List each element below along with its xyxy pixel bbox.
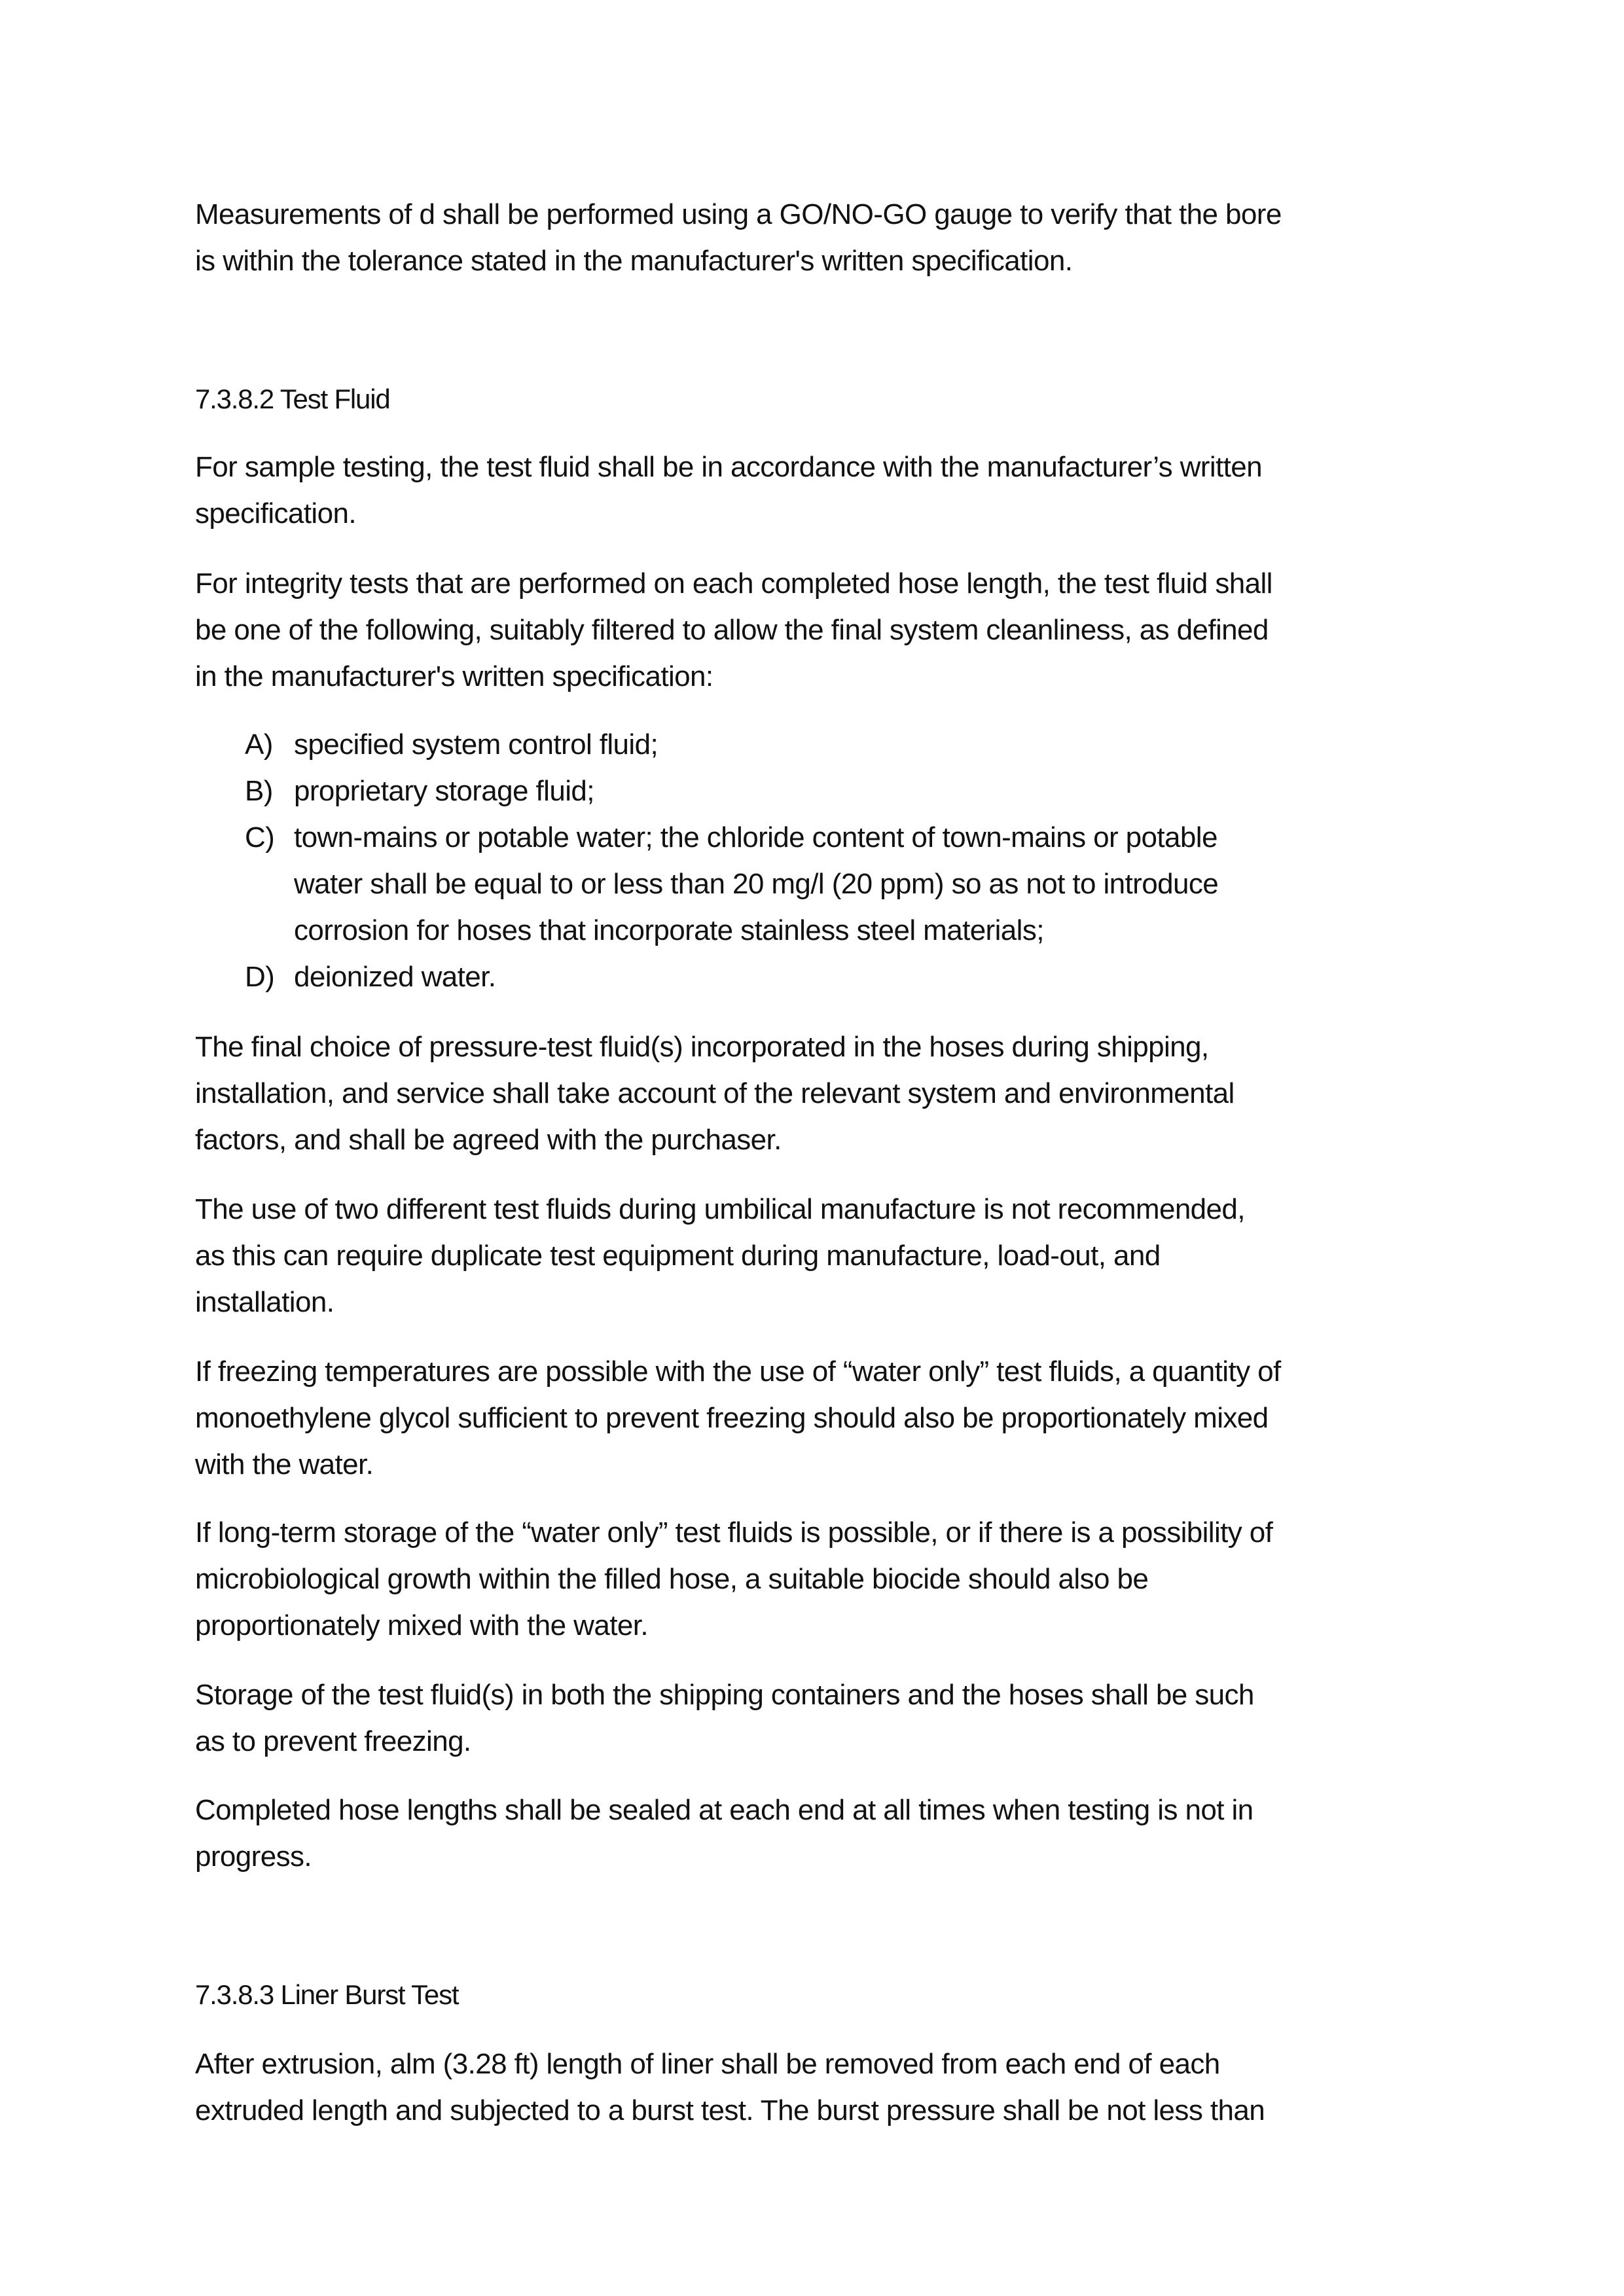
paragraph-sealing [195, 1787, 1478, 1880]
text-line: be one of the following, suitably filtered to allow the final system cleanliness, as defined [195, 614, 1269, 646]
text-line: as this can require duplicate test equipment during manufacture, load-out, and [195, 1240, 1161, 1272]
paragraph-sample-testing [195, 444, 1478, 537]
list-marker: B) [245, 775, 273, 807]
text-line: The use of two different test fluids during umbilical manufacture is not recommended, [195, 1193, 1245, 1225]
text-line: For integrity tests that are performed on each completed hose length, the test fluid shall [195, 567, 1272, 600]
list-marker: C) [245, 821, 275, 853]
text-line: For sample testing, the test fluid shall be in accordance with the manufacturer’s written [195, 451, 1263, 483]
paragraph-final-choice [195, 1024, 1478, 1163]
text-line: installation, and service shall take account of the relevant system and environmental [195, 1077, 1235, 1109]
text-line: progress. [195, 1840, 312, 1873]
text-line: corrosion for hoses that incorporate stainless steel materials; [294, 914, 1044, 946]
text-line: The final choice of pressure-test fluid(s) incorporated in the hoses during shipping, [195, 1031, 1209, 1063]
text-line: deionized water. [294, 961, 496, 993]
text-line: factors, and shall be agreed with the purchaser. [195, 1124, 782, 1156]
paragraph-long-term-storage [195, 1509, 1478, 1649]
text-line: Completed hose lengths shall be sealed at each end at all times when testing is not in [195, 1794, 1254, 1826]
text-line: Measurements of d shall be performed using a GO/NO-GO gauge to verify that the bore [195, 198, 1282, 230]
text-line: After extrusion, alm (3.28 ft) length of liner shall be removed from each end of each [195, 2048, 1220, 2080]
section-heading-liner-burst-test: 7.3.8.3 Liner Burst Test [195, 1979, 459, 2010]
text-line: town-mains or potable water; the chloride content of town-mains or potable [294, 821, 1218, 853]
text-line: as to prevent freezing. [195, 1725, 471, 1757]
section-heading-test-fluid: 7.3.8.2 Test Fluid [195, 384, 390, 414]
list-item [195, 954, 1478, 1000]
text-line: microbiological growth within the filled hose, a suitable biocide should also be [195, 1563, 1149, 1595]
text-line: If freezing temperatures are possible with the use of “water only” test fluids, a quantity of [195, 1355, 1281, 1388]
paragraph-liner-burst [195, 2041, 1478, 2134]
text-line: proprietary storage fluid; [294, 775, 594, 807]
text-line: with the water. [195, 1448, 374, 1480]
test-fluid-list [195, 721, 1478, 1000]
paragraph-two-fluids [195, 1186, 1478, 1325]
paragraph-freezing [195, 1348, 1478, 1488]
list-item [195, 814, 1478, 954]
text-line: installation. [195, 1286, 334, 1318]
text-line: extruded length and subjected to a burst test. The burst pressure shall be not less than [195, 2094, 1265, 2126]
text-line: specification. [195, 497, 356, 529]
text-line: proportionately mixed with the water. [195, 1609, 648, 1641]
list-marker: D) [245, 961, 275, 993]
paragraph-bore-measurement [195, 191, 1478, 284]
list-marker: A) [245, 728, 273, 761]
text-line: Storage of the test fluid(s) in both the shipping containers and the hoses shall be such [195, 1679, 1254, 1711]
text-line: specified system control fluid; [294, 728, 659, 761]
list-item [195, 768, 1478, 814]
paragraph-storage [195, 1672, 1478, 1765]
text-line: is within the tolerance stated in the manufacturer's written specification. [195, 245, 1073, 277]
text-line: in the manufacturer's written specification: [195, 660, 713, 692]
text-line: water shall be equal to or less than 20 mg/l (20 ppm) so as not to introduce [294, 868, 1219, 900]
text-line: If long-term storage of the “water only” test fluids is possible, or if there is a possibility of [195, 1516, 1273, 1549]
paragraph-integrity-tests [195, 560, 1478, 700]
text-line: monoethylene glycol sufficient to prevent freezing should also be proportionately mixed [195, 1402, 1269, 1434]
list-item [195, 721, 1478, 768]
